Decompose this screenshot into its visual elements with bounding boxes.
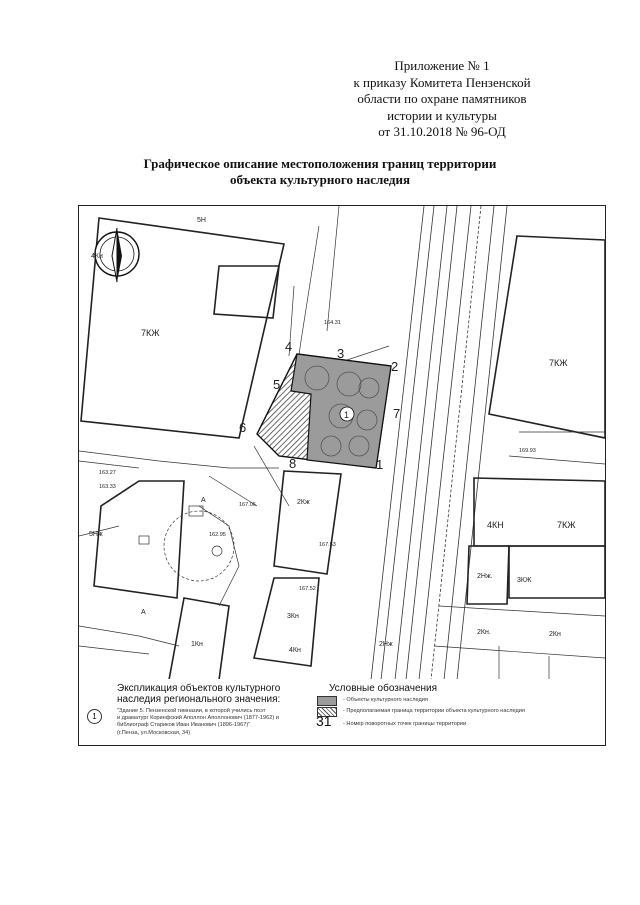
map-canvas [79, 206, 605, 680]
explication-line-2: и драматург Коринфский Аполлон Аполлонович (1877-1962) и [117, 715, 279, 722]
appendix-line-1: Приложение № 1 [394, 58, 490, 73]
explication-title-2: наследия регионального значения: [117, 694, 281, 705]
label-left-building: 7КЖ [141, 328, 160, 338]
legend-row-object [317, 695, 602, 705]
point-8: 8 [289, 456, 297, 471]
label-left-small-2: А [141, 609, 146, 616]
level-4: 163.33 [99, 484, 116, 490]
point-1: 1 [376, 457, 384, 472]
symbols-title: Условные обозначения [329, 683, 438, 694]
map-legend [78, 679, 606, 746]
appendix-line-5: от 31.10.2018 № 96-ОД [378, 124, 506, 139]
label-lower-center-1: 3Кн [287, 613, 299, 620]
label-lower-center-3: 2Кн [549, 631, 561, 638]
title-line-2: объекта культурного наследия [230, 172, 410, 187]
object-marker-number: 1 [344, 410, 350, 420]
document-title [120, 156, 520, 188]
point-7: 7 [393, 406, 401, 421]
building-lower-left [169, 598, 229, 680]
legend-row-territory [317, 706, 602, 716]
point-3: 3 [337, 346, 345, 361]
heritage-territory [257, 354, 391, 468]
level-1: 164.31 [324, 320, 341, 326]
point-4: 4 [285, 339, 293, 354]
cadastral-map [78, 205, 606, 681]
label-right-building: 7КЖ [549, 358, 568, 368]
point-5: 5 [273, 377, 281, 392]
object-marker [340, 407, 354, 421]
explication-title-1: Экспликация объектов культурного [117, 683, 281, 694]
building-center-2kzh [274, 471, 341, 574]
level-7: 162.95 [209, 532, 226, 538]
title-line-1: Графическое описание местоположения границ территории [143, 156, 497, 171]
label-left-small-3: 5Нж [89, 531, 103, 538]
label-top-small-1: 5Н [197, 217, 206, 224]
explication-line-4: (г.Пенза, ул.Московская, 34) [117, 729, 191, 736]
object-swatch [317, 696, 337, 706]
appendix-line-2: к приказу Комитета Пензенской [353, 74, 531, 90]
level-6: 169.93 [519, 448, 536, 454]
label-right-small-3: 2Кн. [477, 629, 491, 636]
legend-item-3: - Номер поворотных точек границы территории [343, 721, 467, 727]
label-right-small-1: 2Нж. [477, 573, 493, 580]
appendix-block [312, 58, 572, 141]
label-bottom-1: 2Нж [379, 641, 393, 648]
legend-item-2: - Предполагаемая граница территории объекта культурного наследия [343, 708, 525, 714]
legend-object-marker: 1 [87, 709, 102, 724]
label-right-lower: 7КЖ [557, 520, 576, 530]
explication-line-1: "Здание 5. Пензенской гимназии, в которой учились поэт [117, 708, 266, 714]
label-left-small-1: А [201, 497, 206, 504]
legend-symbols [317, 683, 602, 733]
label-right-lower-2: 4КН [487, 520, 504, 530]
legend-point-number: 31 [316, 713, 332, 729]
level-8: 167.06 [239, 502, 256, 508]
point-6: 6 [239, 420, 247, 435]
building-right-7kzh-lower [509, 546, 605, 598]
level-2: 163.27 [99, 470, 116, 476]
building-right-4kn [474, 478, 605, 546]
label-lower-left: 1Кн [191, 641, 203, 648]
label-lower-center-2: 4Кн [289, 647, 301, 654]
level-5: 167.52 [299, 586, 316, 592]
building-right-7kzh [489, 236, 605, 438]
appendix-line-4: истории и культуры [387, 107, 497, 123]
point-2: 2 [391, 359, 399, 374]
level-3: 167.53 [319, 542, 336, 548]
legend-row-points [316, 713, 602, 733]
legend-item-1: - Объекты культурного наследия [343, 697, 428, 703]
explication-line-3: библиограф Стариков Иван Иванович (1896-1967)" [117, 722, 251, 729]
appendix-line-3: области по охране памятников [357, 91, 527, 106]
label-center-building: 2Кж [297, 499, 310, 506]
label-top-small-2: 4Кн [91, 253, 103, 260]
label-right-small-2: 3КЖ [517, 577, 532, 584]
